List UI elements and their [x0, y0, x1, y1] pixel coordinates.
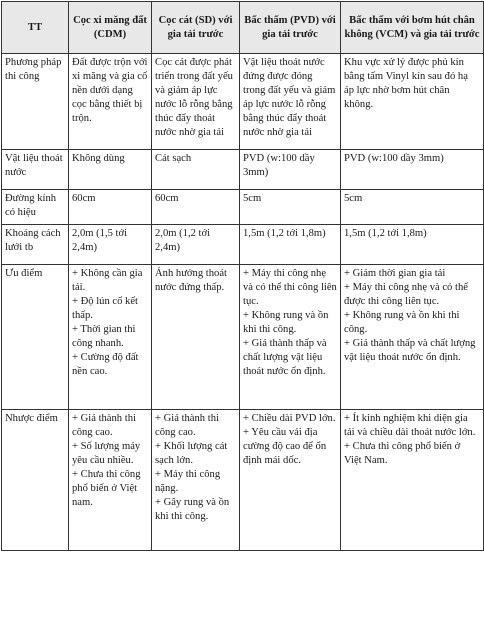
- cell-text: + Không rung và ồn khi thi công.: [344, 309, 460, 335]
- row-label: Khoảng cách lưới tb: [2, 225, 69, 265]
- table-cell: [341, 265, 484, 410]
- cell-text: + Không rung và ồn khi thi công.: [243, 309, 329, 335]
- row-label: Phương pháp thi công: [2, 54, 69, 150]
- table-row: [2, 225, 484, 265]
- table-cell: [341, 190, 484, 225]
- table-cell: [69, 54, 152, 150]
- table-cell: [240, 265, 341, 410]
- table-cell: [240, 54, 341, 150]
- cell-text: + Thời gian thi công nhanh.: [72, 323, 136, 349]
- table-cell: [240, 410, 341, 551]
- cell-text: + Máy thi công nhẹ và có thể thi công liên tục.: [243, 268, 337, 307]
- header-tt: TT: [2, 2, 69, 54]
- cell-text: Đất được trộn với xi măng và gia cố nền dưới dạng cọc bằng thiết bị trộn.: [72, 57, 148, 124]
- table-body: [2, 54, 484, 551]
- header-pvd: Bấc thấm (PVD) với gia tải trước: [240, 2, 341, 54]
- cell-text: + Chưa thi công phổ biến ở Việt Nam.: [344, 440, 461, 466]
- cell-text: 60cm: [72, 193, 96, 204]
- cell-text: 5cm: [344, 193, 363, 204]
- row-label: Nhược điểm: [2, 410, 69, 551]
- cell-text: PVD (w:100 dầy 3mm): [344, 153, 444, 164]
- cell-text: PVD (w:100 dầy 3mm): [243, 153, 315, 178]
- table-cell: [152, 190, 240, 225]
- cell-text: 60cm: [155, 193, 179, 204]
- row-label: Ưu điểm: [2, 265, 69, 410]
- cell-text: 1,5m (1,2 tới 1,8m): [243, 228, 326, 239]
- table-cell: [341, 150, 484, 190]
- cell-text: + Giá thành thấp và chất lượng vật liệu thoát nước ổn định.: [344, 337, 476, 363]
- table-cell: [69, 225, 152, 265]
- cell-text: + Chiều dài PVD lớn.: [243, 413, 336, 424]
- cell-text: + Máy thi công nhẹ và có thể được thi công liên tục.: [344, 281, 468, 307]
- cell-text: + Khối lượng cát sạch lớn.: [155, 440, 228, 466]
- cell-text: + Giá thành thấp và chất lượng vật liệu thoát nước ổn định.: [243, 337, 327, 377]
- table-cell: [69, 150, 152, 190]
- cell-text: 2,0m (1,2 tới 2,4m): [155, 228, 211, 253]
- table-cell: [152, 265, 240, 410]
- table-cell: [69, 190, 152, 225]
- cell-text: + Gây rung và ồn khi thi công.: [155, 496, 230, 522]
- cell-text: Không dùng: [72, 153, 125, 164]
- cell-text: + Giá thành thi công cao.: [72, 413, 136, 438]
- table-row: [2, 150, 484, 190]
- table-row: [2, 190, 484, 225]
- cell-text: + Không cần gia tải.: [72, 268, 143, 293]
- table-cell: [341, 225, 484, 265]
- cell-text: + Máy thi công nặng.: [155, 468, 221, 494]
- header-cdm: Cọc xi măng đất (CDM): [69, 2, 152, 54]
- table-cell: [341, 54, 484, 150]
- table-cell: [152, 54, 240, 150]
- table-cell: [152, 150, 240, 190]
- cell-text: 1,5m (1,2 tới 1,8m): [344, 228, 427, 239]
- cell-text: + Độ lún cố kết thấp.: [72, 295, 138, 321]
- cell-text: + Cường độ đất nền cao.: [72, 351, 139, 377]
- table-row: [2, 410, 484, 551]
- row-label: Vật liệu thoát nước: [2, 150, 69, 190]
- cell-text: + Số lượng máy yêu cầu nhiều.: [72, 440, 141, 466]
- cell-text: + Yêu cầu vải địa cường độ cao để ổn định mái dốc.: [243, 426, 327, 466]
- table-cell: [341, 410, 484, 551]
- table-cell: [69, 265, 152, 410]
- header-vcm: Bấc thấm với bơm hút chân không (VCM) và gia tải trước: [341, 2, 484, 54]
- cell-text: Ảnh hưởng thoát nước đứng thấp.: [155, 268, 227, 293]
- cell-text: Cát sạch: [155, 153, 192, 164]
- cell-text: Cọc cát được phát triển trong đất yếu và giảm áp lực nước lỗ rỗng bằng thúc đẩy thoát nước nhờ gia tải: [155, 57, 233, 138]
- table-cell: [240, 225, 341, 265]
- header-sd: Cọc cát (SD) với gia tải trước: [152, 2, 240, 54]
- cell-text: + Giảm thời gian gia tải: [344, 268, 446, 279]
- cell-text: 2,0m (1,5 tới 2,4m): [72, 228, 128, 253]
- table-cell: [152, 225, 240, 265]
- cell-text: Khu vực xử lý được phủ kín bằng tấm Vinyl kín sau đó hạ áp lực nhờ bơm hút chân không.: [344, 57, 468, 110]
- cell-text: + Ít kinh nghiệm khi diện gia tải và chiều dài thoát nước lớn.: [344, 413, 476, 438]
- table-row: [2, 265, 484, 410]
- cell-text: 5cm: [243, 193, 262, 204]
- table-cell: [240, 150, 341, 190]
- cell-text: + Giá thành thi công cao.: [155, 413, 219, 438]
- table-row: [2, 54, 484, 150]
- cell-text: Vật liệu thoát nước đứng được đóng trong đất yếu và giảm áp lực nước lỗ rỗng bằng thúc đẩy thoát nước nhờ gia tải: [243, 57, 336, 138]
- comparison-table: [1, 1, 484, 551]
- cell-text: + Chưa thi công phổ biến ở Việt nam.: [72, 468, 141, 508]
- row-label: Đường kính có hiệu: [2, 190, 69, 225]
- table-cell: [152, 410, 240, 551]
- table-cell: [69, 410, 152, 551]
- table-cell: [240, 190, 341, 225]
- header-row: [2, 2, 484, 54]
